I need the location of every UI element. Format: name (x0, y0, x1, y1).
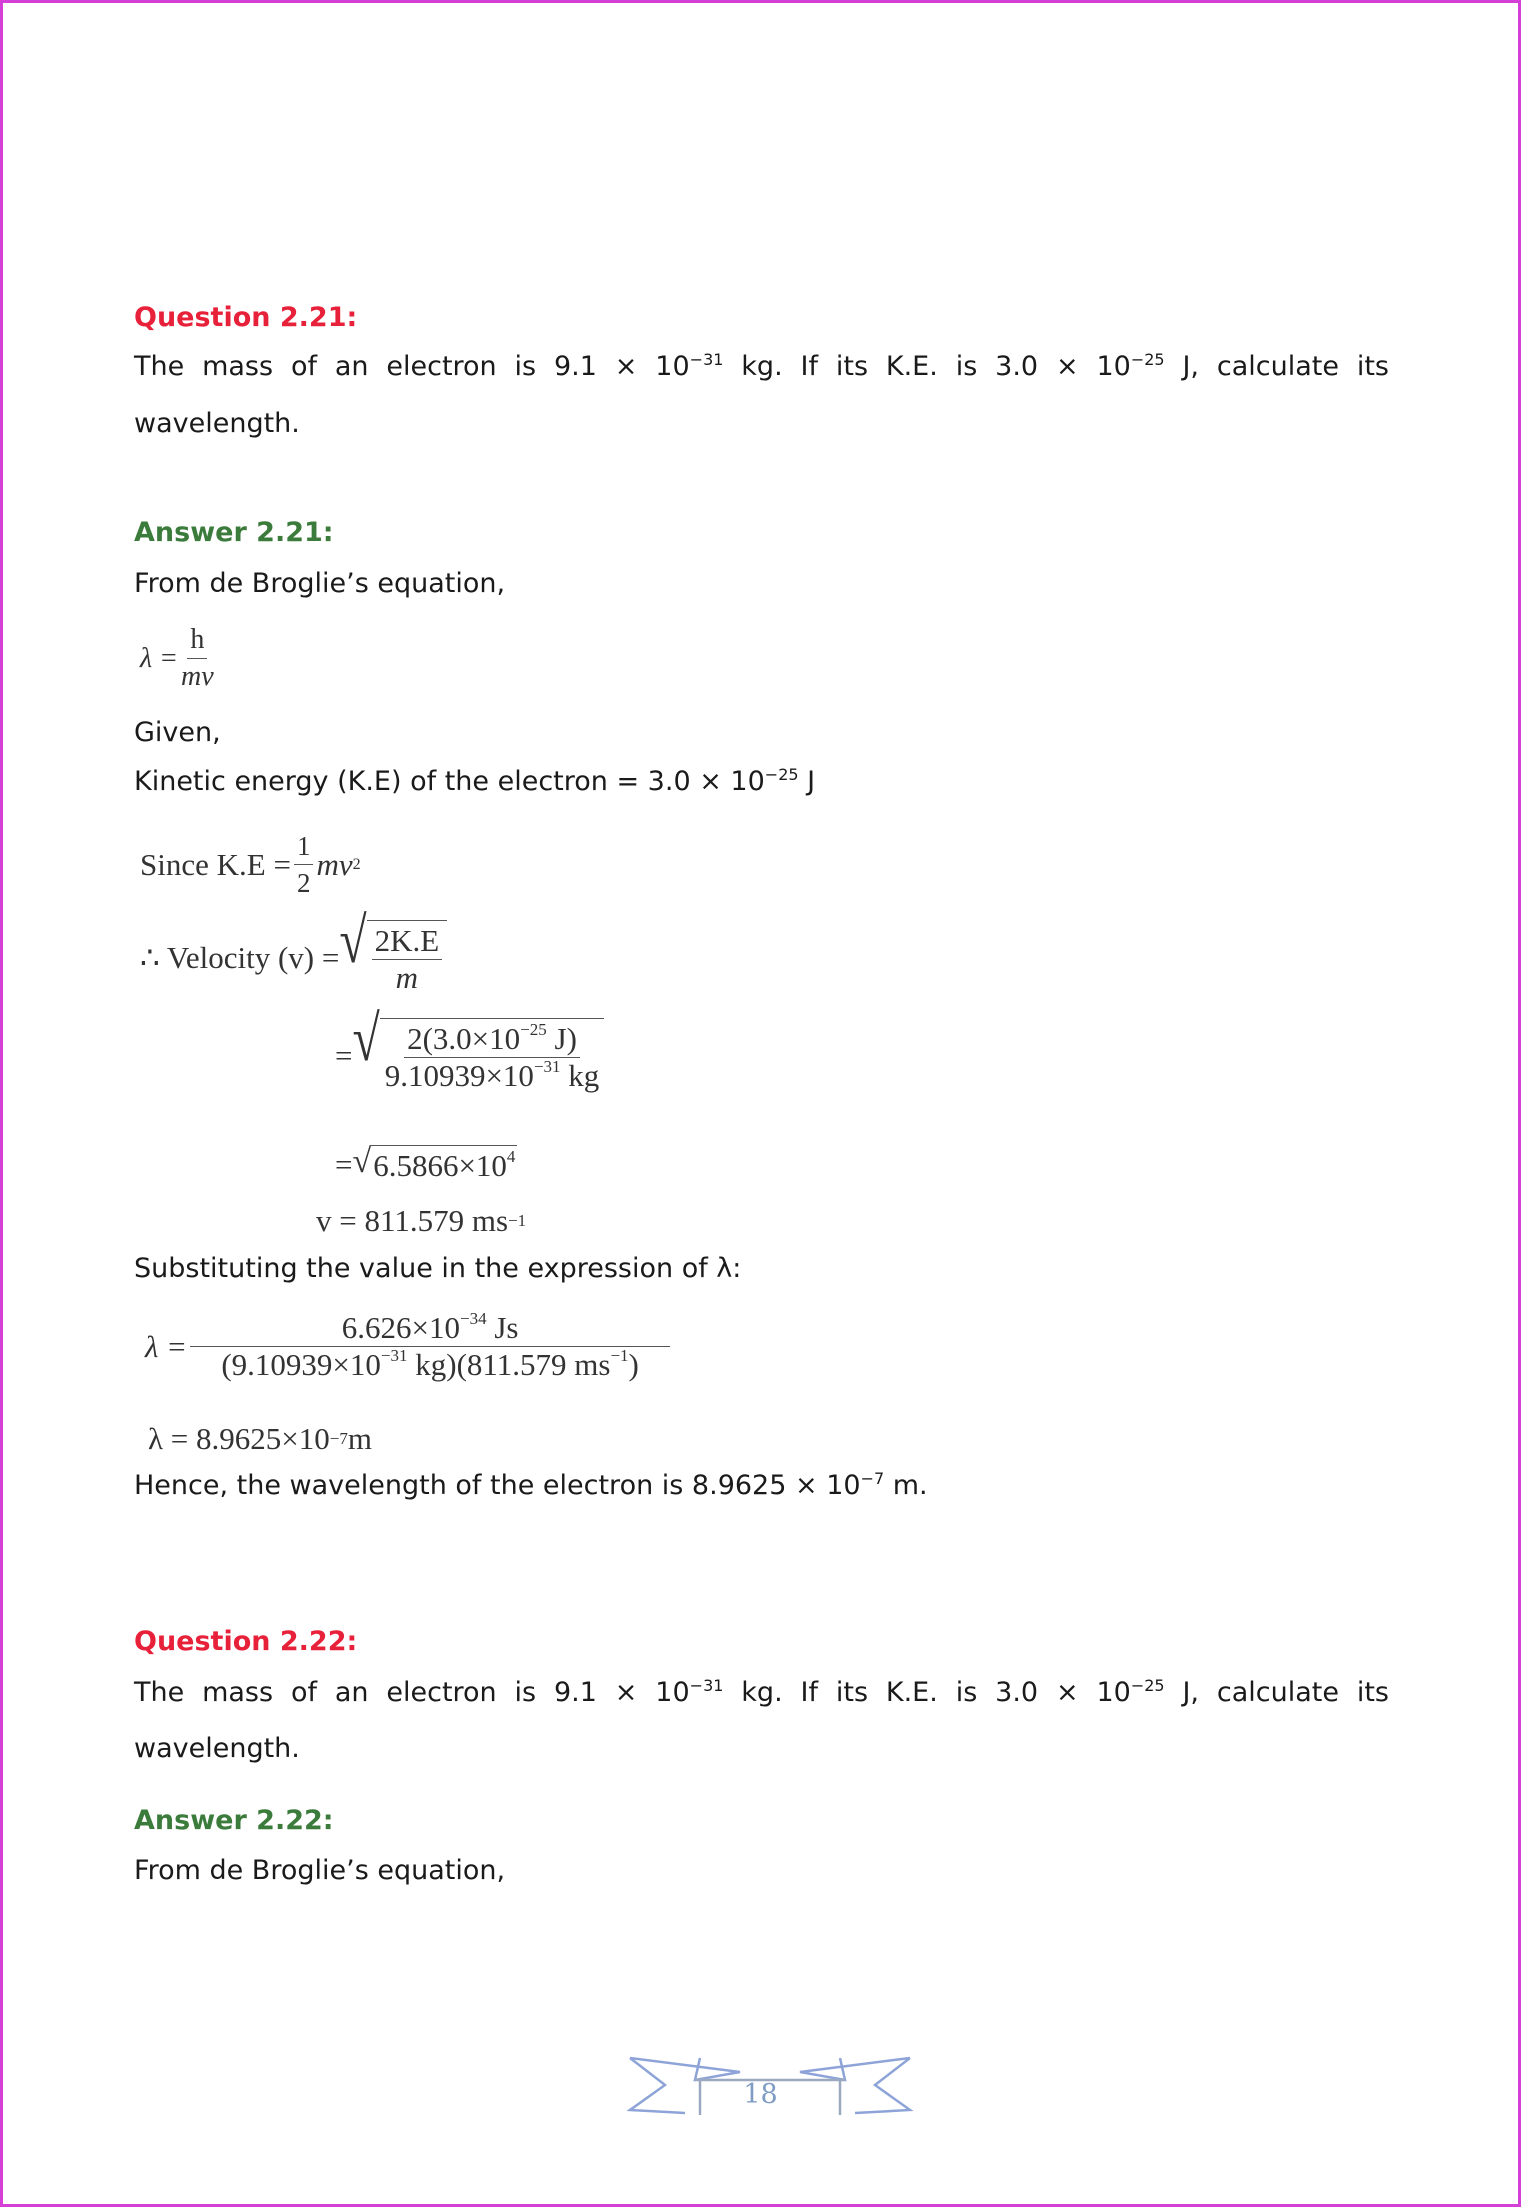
conclusion-text: Hence, the wavelength of the electron is $8.9625 \times 10^{-7}$ m. (134, 1469, 928, 1501)
equation-ke: Since K.E = $\frac{1}{2}$ mv 2 (140, 828, 361, 901)
substituting-text: Substituting the value in the expression of λ: (134, 1253, 742, 1284)
equation-velocity: ∴ Velocity (v) = √ $\frac{2K.E}{m}$ (140, 920, 447, 996)
answer-intro: From de Broglie’s equation, (134, 1855, 506, 1886)
equation-step1: = √ $\frac{2(3.0\times 10^{-25} J)}{9.10939\times 10^{-31} kg}$ (335, 1018, 604, 1094)
equation-lambda-calc: λ = $\frac{6.626\times 10^{-34} Js}{(9.10939\times 10^{-31} kg)(811.579 ms^{-1})}$ (145, 1310, 673, 1383)
question-text-cont: wavelength. (134, 1733, 300, 1764)
question-heading: Question 2.21: (134, 302, 358, 333)
question-text: The mass of an electron is $9.1 \times 10^{-31}$ kg. If its K.E. is $3.0 \times 10^{-25}$ J, calculate its (134, 1676, 1389, 1708)
question-text: The mass of an electron is $9.1 \times 10^{-31}$ kg. If its K.E. is $3.0 \times 10^{-25}$ J, calculate its (134, 350, 1389, 382)
equation-velocity-result: v = 811.579 ms −1 (316, 1203, 527, 1238)
question-text-cont: wavelength. (134, 408, 300, 439)
equation-lambda: λ = $\frac{h}{mv}$ (140, 624, 214, 692)
answer-intro: From de Broglie’s equation, (134, 568, 506, 599)
equation-step2: = √ $6.5866\times 10^4$ (335, 1143, 516, 1183)
kinetic-energy-line: Kinetic energy (K.E) of the electron = $3.0 \times 10^{-25}$ J (134, 765, 816, 797)
equation-lambda-result: λ = 8.9625×10 −7 m (148, 1421, 372, 1456)
answer-heading: Answer 2.22: (134, 1805, 334, 1836)
answer-heading: Answer 2.21: (134, 517, 334, 548)
given-label: Given, (134, 717, 221, 748)
page-number: 18 (743, 2079, 778, 2110)
question-heading: Question 2.22: (134, 1626, 358, 1657)
